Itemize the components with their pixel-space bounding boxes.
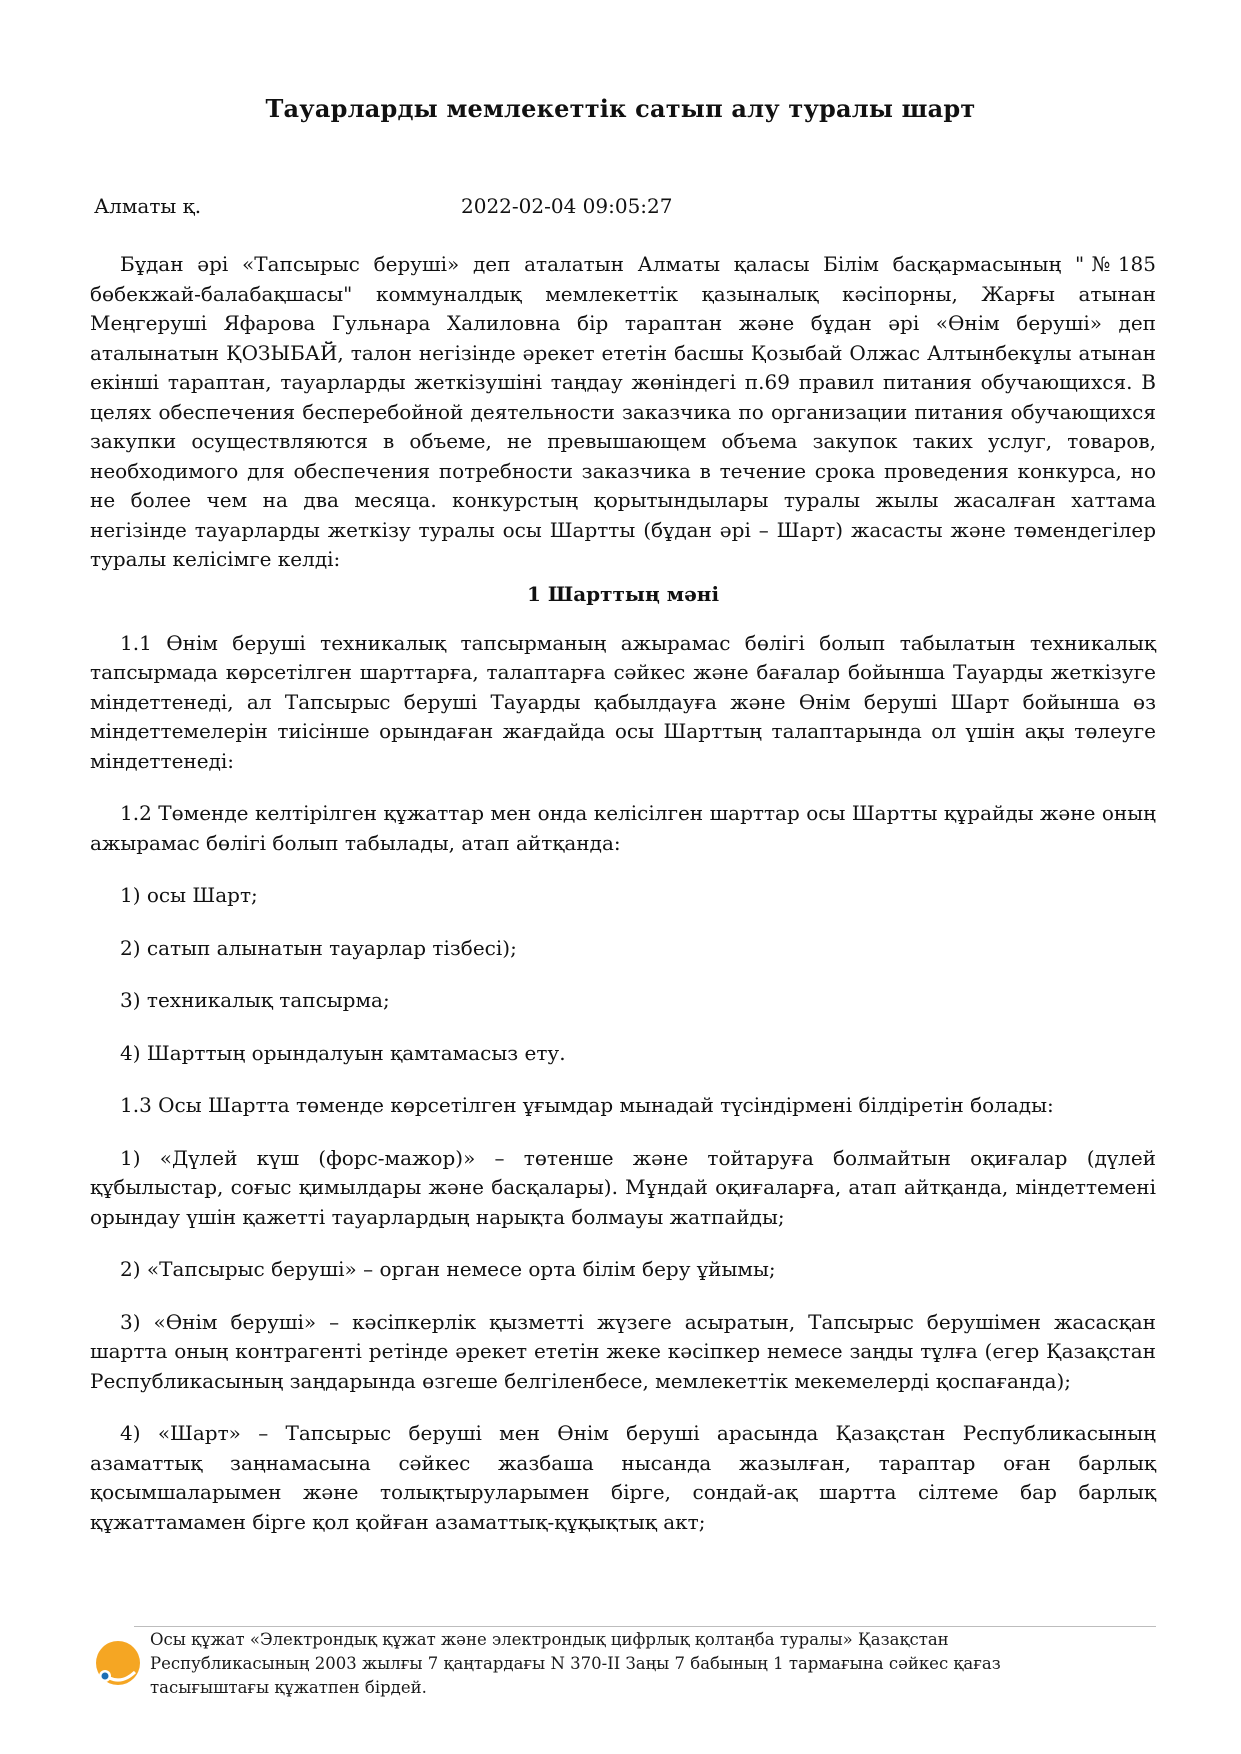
list-item: 4) Шарттың орындалуын қамтамасыз ету. [120,1040,566,1065]
egov-logo-icon [93,1638,143,1688]
section-1-title: 1 Шарттың мәні [526,581,720,606]
definition-customer: 2) «Тапсырыс беруші» – орган немесе орта білім беру ұйымы; [120,1257,776,1281]
list-item: 2) сатып алынатын тауарлар тізбесі); [120,935,517,960]
clause-1-1: 1.1 Өнім беруші техникалық тапсырманың ажырамас бөлігі болып табылатын техникалық тапсырмада көрсетілген шарттарға, талаптарға сәйкес және бағалар бойынша Тауарды жеткізуге міндеттенеді, ал Тапсырыс беруші Тауарды қабылдауға және Өнім беруші Шарт бойынша өз міндеттемелерін тиісінше орындаған жағдайда осы Шарттың талаптарында ол үшін ақы төлеуге міндеттенеді: [90,630,1156,773]
definition-contract: 4) «Шарт» – Тапсырыс беруші мен Өнім беруші арасында Қазақстан Республикасының азаматтық заңнамасына сәйкес жазбаша нысанда жазылған, тараптар оған барлық қосымшаларымен және толықтыруларымен бірге, сондай-ақ шартта сілтеме бар барлық құжаттамамен бірге қол қойған азаматтық-құқықтық акт; [90,1421,1156,1534]
list-item: 3) техникалық тапсырма; [120,988,390,1012]
definition-force-majeure: 1) «Дүлей күш (форс-мажор)» – төтенше және тойтаруға болмайтын оқиғалар (дүлей құбылыстар, соғыс қимылдары және басқалары). Мұндай оқиғаларға, атап айтқанда, міндеттемені орындау үшін қажетті тауарлардың нарықта болмауы жатпайды; [90,1145,1156,1229]
clause-1-3: 1.3 Осы Шартта төменде көрсетілген ұғымдар мынадай түсіндірмені білдіретін болады: [120,1093,1054,1117]
footer-divider [134,1626,1156,1627]
document-body [90,250,1156,1537]
clause-1-2: 1.2 Төменде келтірілген құжаттар мен онда келісілген шарттар осы Шартты құрайды және оның ажырамас бөлігі болып табылады, атап айтқанда: [90,801,1156,855]
intro-paragraph: Бұдан әрі «Тапсырыс беруші» деп аталатын Алматы қаласы Білім басқармасының "№185 бөбекжай-балабақшасы" коммуналдық мемлекеттік қазыналық кәсіпорны, Жарғы атынан Меңгеруші Яфарова Гульнара Халиловна бір тараптан және бұдан әрі «Өнім беруші» деп аталынатын ҚОЗЫБАЙ, талон негізінде әрекет ететін басшы Қозыбай Олжас Алтынбекұлы атынан екінші тараптан, тауарларды жеткізушіні таңдау жөніндегі п.69 правил питания обучающихся. В целях обеспечения бесперебойной деятельности заказчика по организации питания обучающихся закупки осуществляются в объеме, не превышающем объема закупок таких услуг, товаров, необходимого для обеспечения потребности заказчика в течение срока проведения конкурса, но не более чем на два месяца. конкурстың қорытындылары туралы жылы жасалған хаттама негізінде тауарларды жеткізу туралы осы Шартты (бұдан әрі – Шарт) жасасты және төмендегілер туралы келісімге келді: [90,252,1156,571]
definition-supplier: 3) «Өнім беруші» – кәсіпкерлік қызметті жүзеге асыратын, Тапсырыс берушімен жасасқан шартта оның контрагенті ретінде әрекет ететін жеке кәсіпкер немесе заңды тұлға (егер Қазақстан Республикасының заңдарында өзгеше белгіленбесе, мемлекеттік мекемелерді қоспағанда); [90,1309,1156,1393]
document-city: Алматы қ. [94,194,202,218]
footer-note: Осы құжат «Электрондық құжат және электрондық цифрлық қолтаңба туралы» Қазақстан Республикасының 2003 жылғы 7 қаңтардағы N 370-II Заңы 7 бабының 1 тармағына сәйкес қағаз тасығыштағы құжатпен бірдей. [150,1630,1001,1697]
document-datetime: 2022-02-04 09:05:27 [461,194,673,218]
list-item: 1) осы Шарт; [120,883,258,907]
document-title: Тауарларды мемлекеттік сатып алу туралы шарт [265,94,976,123]
